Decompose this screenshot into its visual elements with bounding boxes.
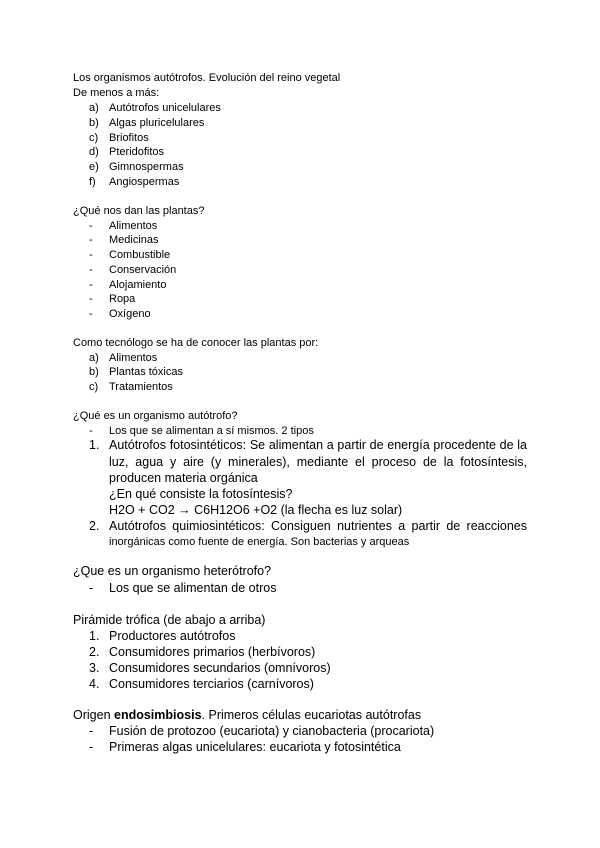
section-heading: ¿Qué es un organismo autótrofo? [73,410,238,422]
list-item: Gimnospermas [109,161,184,173]
list-item: Oxígeno [109,308,151,320]
list-item: Los que se alimentan a sí mismos. 2 tipos [109,425,314,437]
list-marker: b) [89,366,99,378]
section-heading: ¿Qué nos dan las plantas? [73,205,205,217]
dash-marker: - [89,740,94,754]
list-item: Tratamientos [109,381,173,393]
dash-marker: - [89,279,93,291]
section-heading: Como tecnólogo se ha de conocer las plantas por: [73,337,319,349]
section-heading [73,707,421,723]
list-item: Pteridofitos [109,146,165,158]
paragraph-line: ¿En qué consiste la fotosíntesis? [109,487,293,501]
paragraph-line: Autótrofos quimiosintéticos: Consiguen nutrientes a partir de reacciones [109,519,527,533]
list-marker: 1. [89,629,100,643]
dash-marker: - [89,293,93,305]
list-marker: 4. [89,677,100,691]
list-marker: a) [89,102,99,114]
list-item: Primeras algas unicelulares: eucariota y fotosintética [109,740,401,754]
list-marker: 1. [89,438,100,452]
list-marker: f) [89,176,96,188]
dash-marker: - [89,581,94,595]
list-marker: e) [89,161,99,173]
list-item: Alimentos [109,220,158,232]
paragraph-line: luz, agua y aire (y minerales), mediante el proceso de la fotosíntesis, [109,455,527,469]
list-marker: d) [89,146,99,158]
list-marker: 2. [89,519,100,533]
list-item: Autótrofos unicelulares [109,102,221,114]
list-item: Alojamiento [109,279,167,291]
origin-rest: . Primeros células eucariotas autótrofas [201,708,422,722]
paragraph-line: inorgánicas como fuente de energía. Son bacterias y arqueas [109,536,410,548]
dash-marker: - [89,220,93,232]
list-item: Angiospermas [109,176,180,188]
list-item: Briofitos [109,132,149,144]
list-marker: a) [89,352,99,364]
dash-marker: - [89,308,93,320]
document-title: Los organismos autótrofos. Evolución del reino vegetal [73,72,341,84]
dash-marker: - [89,264,93,276]
list-item: Algas pluricelulares [109,117,205,129]
dash-marker: - [89,425,93,437]
origin-prefix: Origen [73,708,114,722]
list-item: Productores autótrofos [109,629,236,643]
list-item: Medicinas [109,234,159,246]
list-item: Consumidores terciarios (carnívoros) [109,677,314,691]
list-item: Conservación [109,264,177,276]
list-item: Los que se alimentan de otros [109,581,277,595]
list-item: Plantas tóxicas [109,366,183,378]
list-marker: c) [89,381,99,393]
section-heading: Pirámide trófica (de abajo a arriba) [73,613,266,627]
dash-marker: - [89,249,93,261]
equation-line: H2O + CO2 → C6H12O6 +O2 (la flecha es luz solar) [109,503,403,517]
list-item: Ropa [109,293,136,305]
list-item: Fusión de protozoo (eucariota) y cianobacteria (procariota) [109,724,435,738]
origin-bold-term: endosimbiosis [114,708,202,722]
section-heading: ¿Que es un organismo heterótrofo? [73,564,272,578]
list-marker: b) [89,117,99,129]
list-item: Consumidores secundarios (omnívoros) [109,661,331,675]
document-subtitle: De menos a más: [73,87,160,99]
list-marker: 3. [89,661,100,675]
paragraph-line: Autótrofos fotosintéticos: Se alimentan a partir de energía procedente de la [109,438,527,452]
list-marker: c) [89,132,99,144]
dash-marker: - [89,724,94,738]
list-item: Combustible [109,249,171,261]
list-item: Consumidores primarios (herbívoros) [109,645,316,659]
list-marker: 2. [89,645,100,659]
dash-marker: - [89,234,93,246]
list-item: Alimentos [109,352,158,364]
paragraph-line: producen materia orgánica [109,471,258,485]
